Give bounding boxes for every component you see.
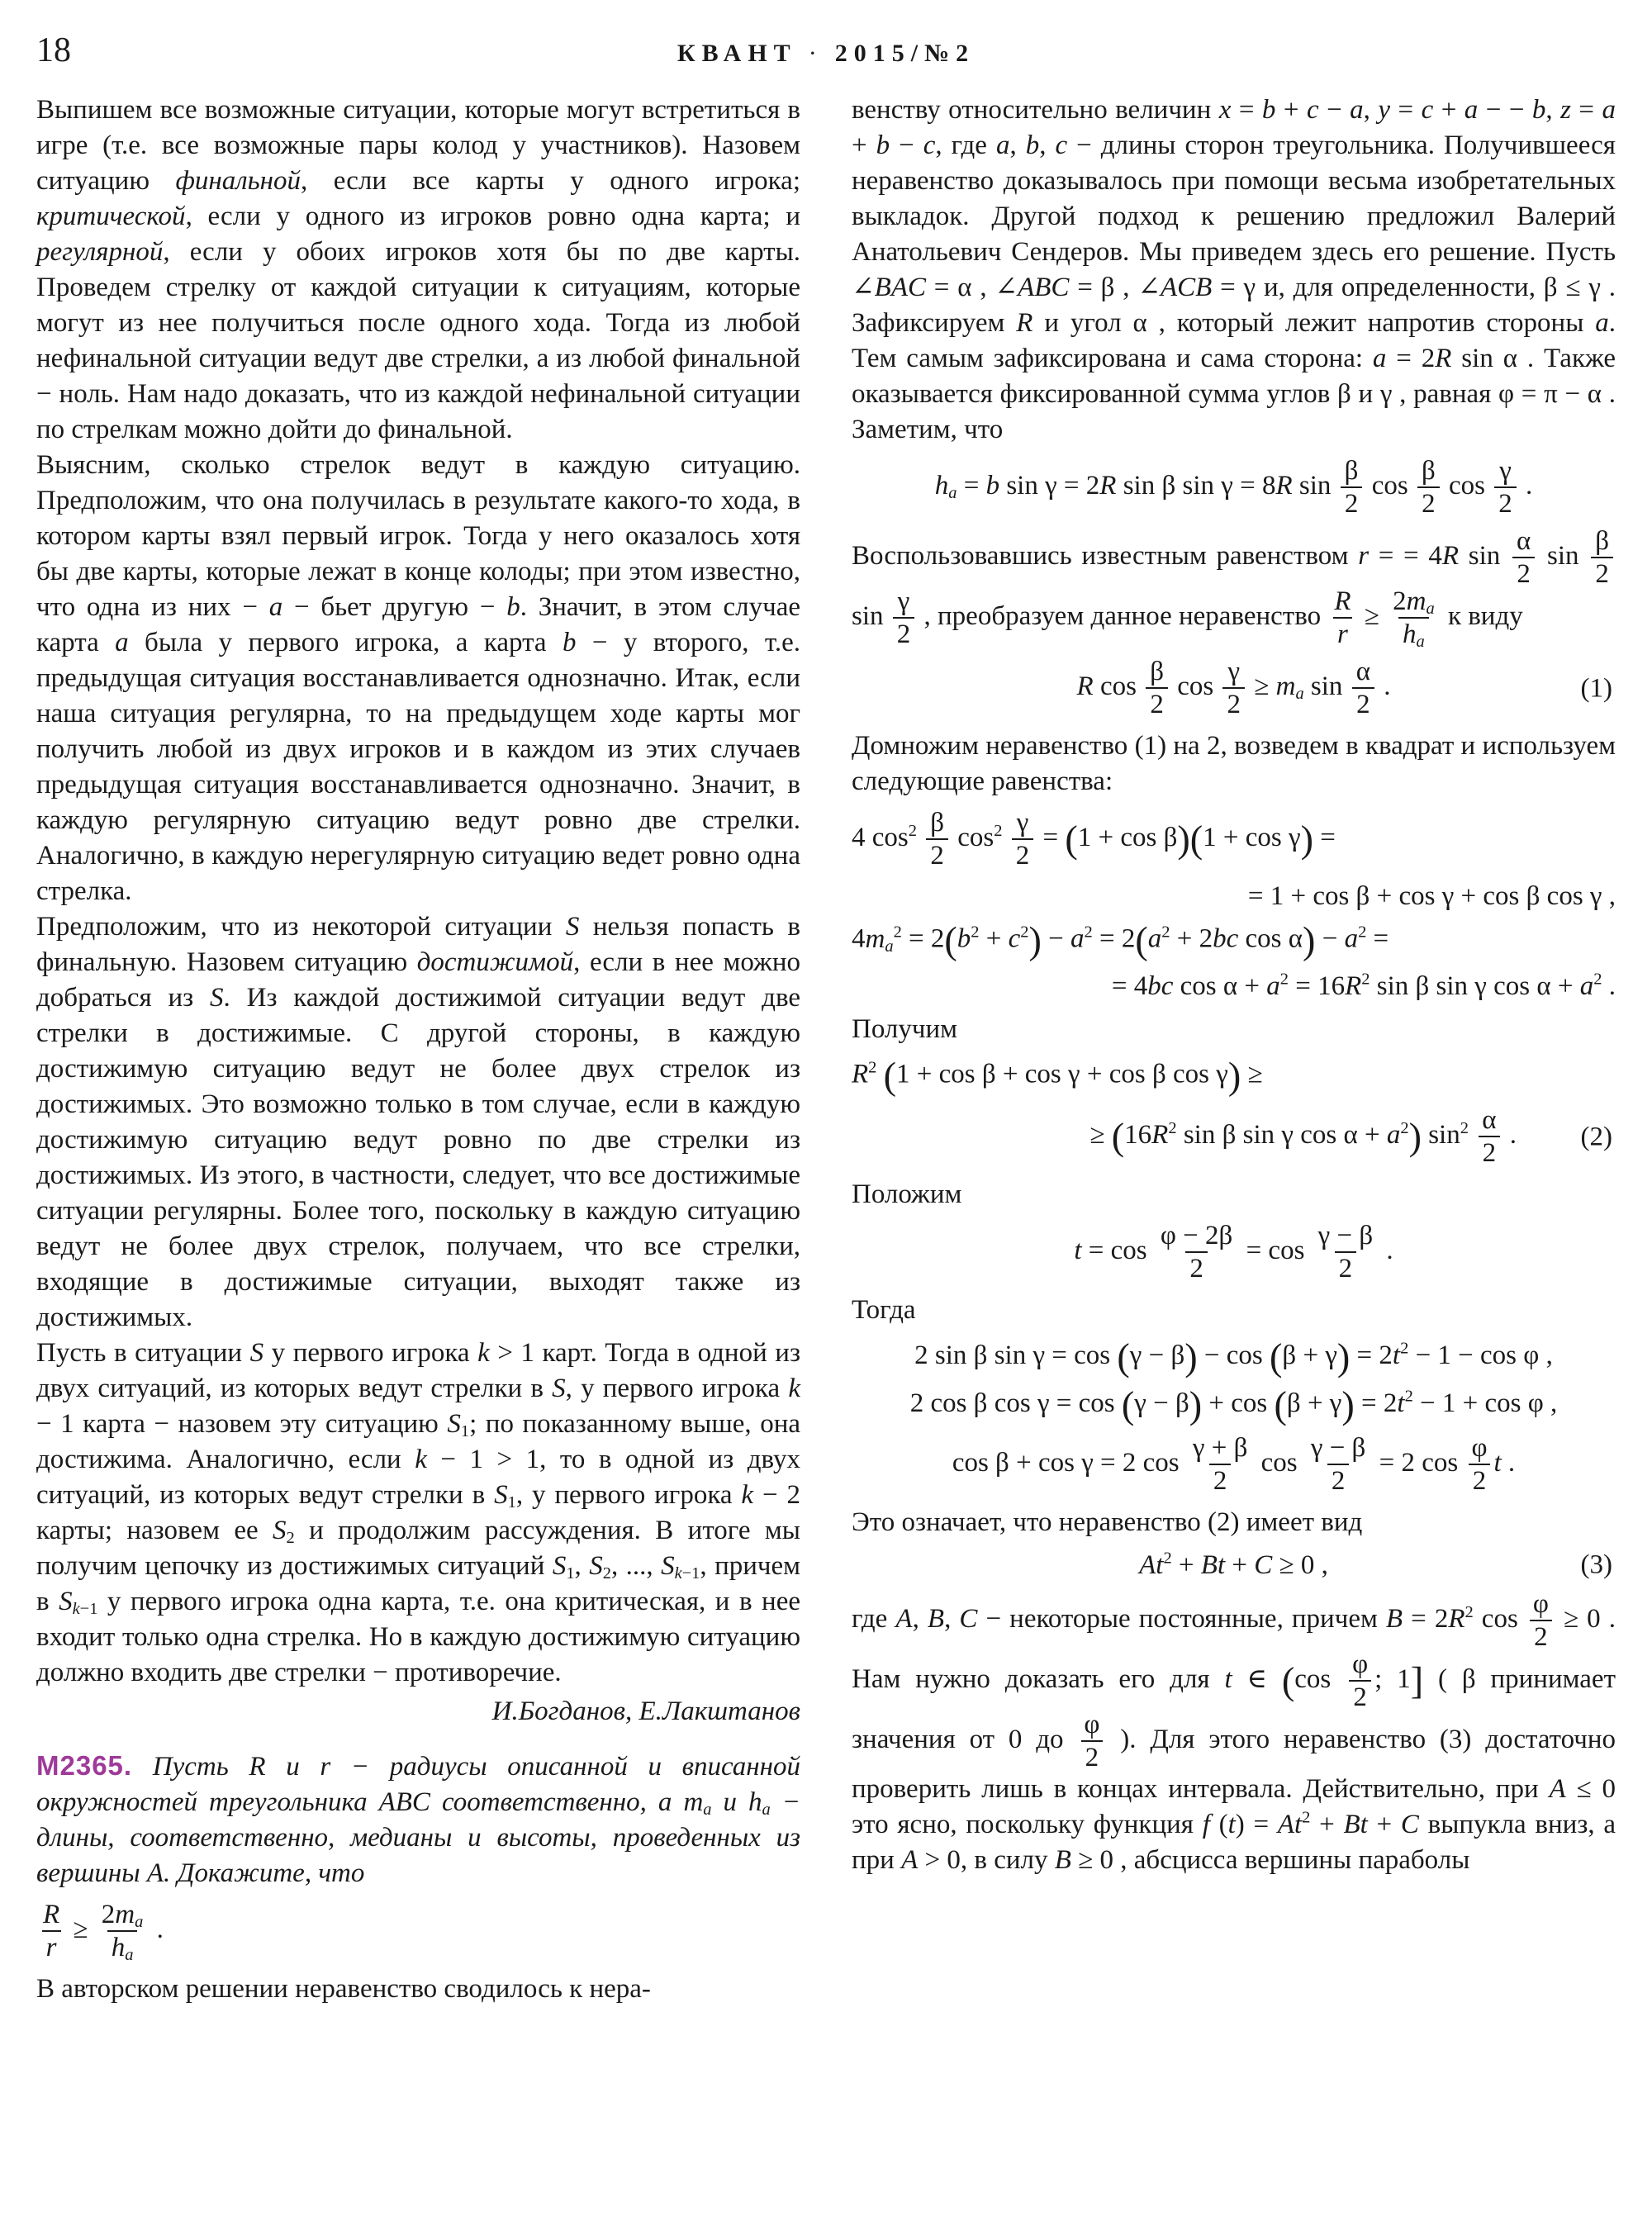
paragraph: Получим [852, 1014, 958, 1045]
issue-reference: 2015/№2 [834, 40, 976, 67]
equation [852, 809, 1616, 912]
equation [852, 1550, 1616, 1581]
equation [852, 1222, 1616, 1283]
article-body [36, 93, 1616, 2007]
equation-number: (1) [1580, 673, 1612, 704]
journal-title [677, 40, 975, 68]
formula: 2 cos β $\cos \gamma = \cos (\gamma - \beta) + \cos (\beta + \gamma) = 2t^2 - 1 + \cos \varphi$ , [909, 1383, 1558, 1426]
paragraph: Тогда [852, 1295, 916, 1326]
formula-line: $4m_a^2 = 2(b^2 + c^2) - a^2 = 2(a^2 + 2bc$ $\cos \alpha) - a^2$ = [852, 918, 1389, 961]
equation [852, 1057, 1616, 1167]
formula: $h_a = b$ sin γ = 2R sin β sin γ = 8R sin $\frac{\beta}{2}$ cos $\frac{\beta}{2}$ cos $\frac{\gamma}{2}$ . [934, 456, 1533, 519]
equation [852, 1338, 1616, 1376]
paragraph: Пусть в ситуации S у первого игрока k > 1 карт. Тогда в одной из двух ситуаций, из которых ведут стрелки в S, у первого игрока k − 1 карта − назовем эту ситуацию $S_1$; по показанному выше, она достижима. Аналогично, если k − 1 > 1, то в одной из двух ситуаций, из которых ведут стрелки в $S_1$, у первого игрока k − 2 карты; назовем ее $S_2$ и продолжим рассуждения. В итоге мы получим цепочку из достижимых ситуаций $S_1$, $S_2$, ..., $S_{k-1}$, причем в $S_{k-1}$ у первого игрока одна карта, т.е. она критическая, и в нее входит только одна стрелка. Но в каждую достижимую ситуацию должно входить две стрелки − противоречие. [36, 1338, 801, 1687]
equation [852, 1432, 1616, 1496]
formula: R cos $\frac{\beta}{2}$ cos $\frac{\gamma}{2}$ ≥ $m_a$ sin $\frac{\alpha}{2}$ . [1076, 657, 1391, 719]
paragraph: Домножим неравенство (1) на 2, возведем в квадрат и используем следующие равенства: [852, 731, 1616, 796]
paragraph: Выясним, сколько стрелок ведут в каждую ситуацию. Предположим, что она получилась в результате какого-то хода, в котором карты взял первый игрок. Тогда у него оказалось хотя бы две карты, которые лежат в конце колоды; при этом известно, что одна из них − a − бьет другую − b. Значит, в этом случае карта a была у первого игрока, а карта b − у второго, т.е. предыдущая ситуация восстанавливается однозначно. Итак, если наша ситуация регулярна, то на предыдущем ходе карты мог получить любой из двух игроков и в каждом из этих случаев предыдущая ситуация восстанавливается однозначно. Значит, в каждую регулярную ситуацию ведут ровно две стрелки. Аналогично, в каждую нерегулярную ситуацию ведет ровно одна стрелка. [36, 450, 800, 906]
paragraph: Воспользовавшись известным равенством r = = 4R sin $\frac{\alpha}{2}$ sin $\frac{\beta}{2}$ sin $\frac{\gamma}{2}$ , преобразуем данное неравенство $\frac{R}{r}$ ≥ $\frac{2m_a}{h_a}$ к виду [852, 528, 1616, 648]
paragraph: Положим [852, 1179, 962, 1210]
equation [852, 658, 1616, 719]
journal-name: КВАНТ [676, 40, 797, 67]
left-column [36, 93, 800, 2007]
formula: 2 sin β $\sin \gamma = \cos (\gamma - \beta) - \cos (\beta + \gamma) = 2t^2 - 1 - \cos \varphi$ , [914, 1336, 1553, 1378]
formula: $At^2 + Bt + C \ge 0$ , [1139, 1549, 1328, 1580]
paragraph: Это означает, что неравенство (2) имеет вид [852, 1507, 1363, 1537]
problem-statement: М2365. Пусть R и r − радиусы описанной и вписанной окружностей треугольника ABC соответственно, а $m_a$ и $h_a$ − длины, соответственно, медианы и высоты, проведенных из вершины A. Докажите, что [36, 1750, 801, 1888]
equation [852, 458, 1616, 518]
formula: t = cos $\frac{\varphi - 2\beta}{2}$ = cos $\frac{\gamma - \beta}{2}$ . [1074, 1221, 1393, 1284]
formula-line: $R^2$ (1 + cos β + cos γ + cos β cos γ) ≥ [852, 1055, 1263, 1098]
formula-line: 4 $\cos^2$ $\frac{\beta}{2}$ $\cos^2$ $\frac{\gamma}{2}$ = (1 + cos β)(1 + cos γ) = [852, 808, 1336, 871]
page-number: 18 [36, 31, 71, 69]
page-header [36, 33, 1616, 68]
problem-label: М2365. [36, 1750, 133, 1781]
formula: cos β + cos γ = 2 cos $\frac{\gamma + \beta}{2}$ cos $\frac{\gamma - \beta}{2}$ = 2 cos $\frac{\varphi}{2}$ t . [952, 1432, 1516, 1496]
equation-number: (2) [1580, 1122, 1612, 1152]
right-column [852, 93, 1616, 2007]
equation [36, 1900, 800, 1965]
author-signature: И.Богданов, Е.Лакштанов [491, 1696, 800, 1726]
formula: $\frac{R}{r}$ ≥ $\frac{2m_a}{h_a}$ . [43, 1900, 164, 1965]
equation [852, 918, 1616, 1002]
paragraph: где A, B, C − некоторые постоянные, причем $B = 2R^2$ cos $\frac{\varphi}{2}$ ≥ 0 . Нам нужно доказать его для t ∈ (cos $\frac{\varphi}{2}$ ; 1] ( β принимает значения от 0 до $\frac{\varphi}{2}$ ). Для этого неравенство (3) достаточно проверить лишь в концах интервала. Действительно, при A ≤ 0 это ясно, поскольку функция f $(t) = At^2 + Bt + C$ выпукла вниз, а при A > 0, в силу B ≥ 0 , абсцисса вершины параболы [852, 1588, 1616, 1875]
paragraph: Предположим, что из некоторой ситуации S нельзя попасть в финальную. Назовем ситуацию достижимой, если в нее можно добраться из S. Из каждой достижимой ситуации ведут две стрелки в достижимые. С другой стороны, в каждую достижимую ситуацию ведут не более двух стрелок из достижимых. Это возможно только в том случае, если в каждую достижимую ситуацию ведут ровно по две стрелки из достижимых. Из этого, в частности, следует, что все достижимые ситуации регулярны. Более того, поскольку в каждую ситуацию ведут не более двух стрелок, получаем, что все стрелки, входящие в достижимые ситуации, выходят также из достижимых. [36, 912, 801, 1332]
formula-line: = 1 + cos β + cos γ + cos β cos γ , [1247, 881, 1616, 911]
equation [852, 1383, 1616, 1426]
paragraph: Выпишем все возможные ситуации, которые могут встретиться в игре (т.е. все возможные пары колод у участников). Назовем ситуацию финальной, если все карты у одного игрока; критической, если у одного из игроков ровно одна карта; и регулярной, если у обоих игроков хотя бы по две карты. Проведем стрелку от каждой ситуации к ситуациям, которые могут из нее получиться после одного хода. Тогда из любой нефинальной ситуации ведут две стрелки, а из любой финальной − ноль. Нам надо доказать, что из каждой нефинальной ситуации по стрелкам можно дойти до финальной. [36, 95, 800, 444]
formula-line: ≥ ($16R^2$ sin β sin γ $\cos \alpha + a^2$) $\sin^2$ $\frac{\alpha}{2}$ . (2) [1089, 1105, 1612, 1169]
formula-line: = 4bc $\cos \alpha + a^2 = 16R^2$ sin β sin γ $\cos \alpha + a^2$ . [1111, 970, 1616, 1002]
equation-number: (3) [1580, 1549, 1612, 1580]
title-separator: · [808, 40, 824, 67]
paragraph: венству относительно величин x = b + c − a, y = c + a − − b, z = a + b − c, где a, b, c − длины сторон треугольника. Получившееся неравенство доказывалось при помощи весьма изобретательных выкладок. Другой подход к решению предложил Валерий Анатольевич Сендеров. Мы приведем здесь его решение. Пусть ∠BAC = α , ∠ABC = β , ∠ACB = γ и, для определенности, β ≤ γ . Зафиксируем R и угол α , который лежит напротив стороны a. Тем самым зафиксирована и сама сторона: a = 2R sin α . Также оказывается фиксированной сумма углов β и γ , равная φ = π − α . Заметим, что [852, 95, 1616, 444]
paragraph: В авторском решении неравенство сводилось к нера- [36, 1974, 651, 2004]
